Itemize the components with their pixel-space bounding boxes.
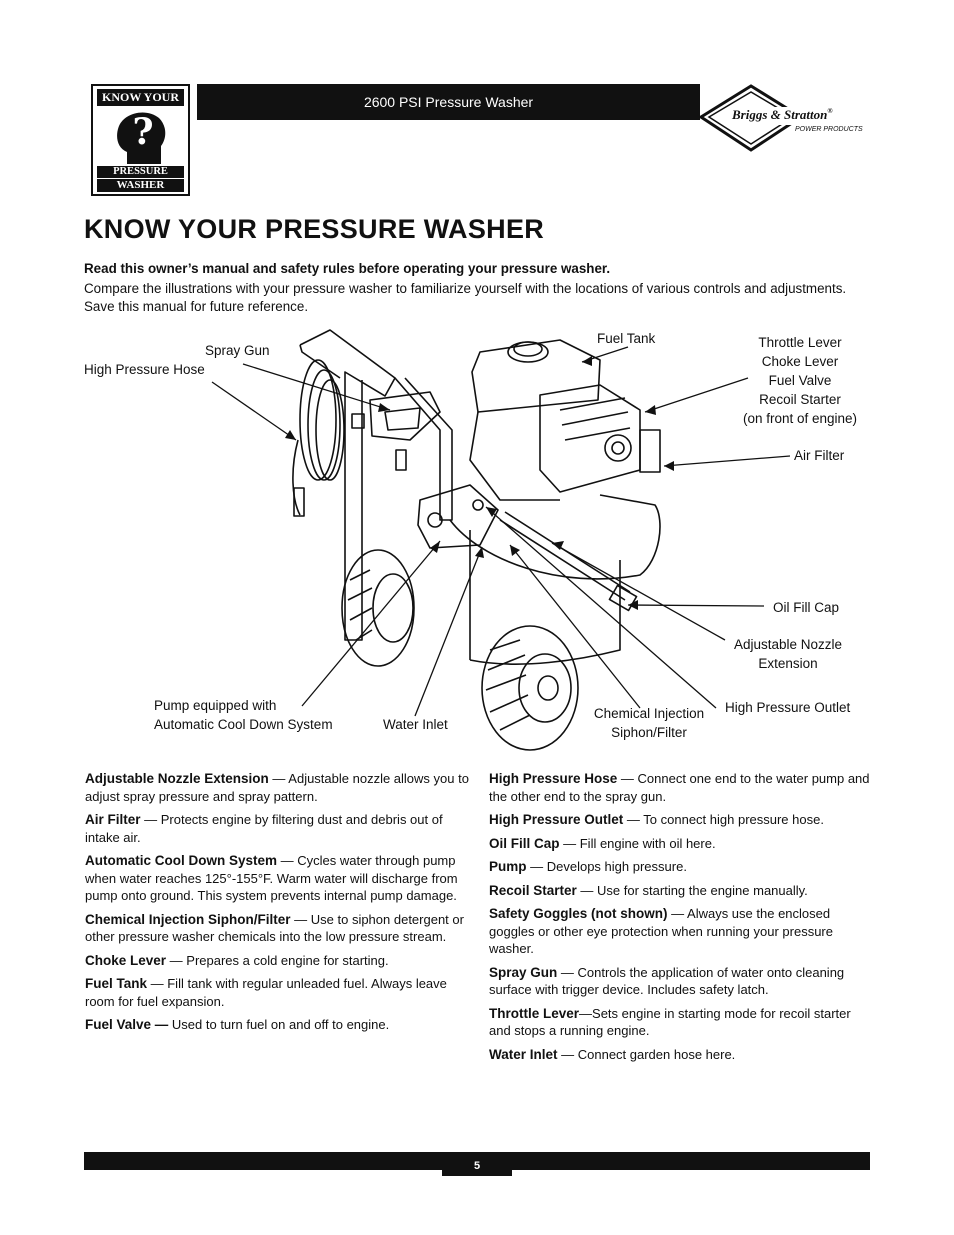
callout-adjustable-nozzle [718,635,858,673]
glossary-entry: Pump — Develops high pressure. [489,859,687,874]
callout-pump [154,696,333,734]
callout-pump-line2: Automatic Cool Down System [154,717,333,732]
callout-high-pressure-hose: High Pressure Hose [84,362,205,377]
header-bar [197,84,700,120]
callout-choke-lever: Choke Lever [761,354,839,369]
glossary-left-column [85,770,473,1040]
callout-chem-line2: Siphon/Filter [611,725,687,740]
logo-line1: KNOW YOUR [97,89,184,106]
callout-fuel-valve: Fuel Valve [768,373,832,388]
head-silhouette-icon [113,108,169,166]
glossary-entry: Oil Fill Cap — Fill engine with oil here. [489,835,716,851]
registered-mark: ® [827,107,833,115]
callout-air-filter: Air Filter [794,448,845,463]
brand-name: Briggs & Stratton [732,107,828,122]
header-title: 2600 PSI Pressure Washer [363,94,534,110]
pressure-washer-diagram [0,320,954,760]
glossary-right-column [489,770,873,1069]
leader-lines [212,347,790,716]
callout-adj-nozzle-line2: Extension [758,656,818,671]
intro-text: Compare the illustrations with your pressure washer to familiarize yourself with the locations of various controls and adjustments. Save this manual for future reference. [84,281,847,314]
glossary-entry: Safety Goggles (not shown) — Always use the enclosed goggles or other eye protection when running your pressure washer. [489,906,833,956]
callout-adj-nozzle-line1: Adjustable Nozzle [733,637,843,652]
callout-chem-line1: Chemical Injection [593,706,705,721]
know-your-pressure-washer-logo [91,84,190,196]
intro-warning: Read this owner’s manual and safety rules before operating your pressure washer. [84,261,611,276]
glossary-entry: Recoil Starter — Use for starting the engine manually. [489,882,808,898]
callout-throttle-lever: Throttle Lever [758,335,842,350]
glossary-entry: Air Filter — Protects engine by filtering dust and debris out of intake air. [85,812,443,845]
glossary-entry: Fuel Valve — Used to turn fuel on and off to engine. [85,1017,390,1032]
question-mark: ? [132,111,154,153]
glossary-entry: Throttle Lever—Sets engine in starting mode for recoil starter and stops a running engine. [489,1005,851,1038]
glossary-entry: Fuel Tank — Fill tank with regular unleaded fuel. Always leave room for fuel expansion. [85,976,447,1009]
callout-front-of-engine: (on front of engine) [742,411,858,426]
callout-engine-controls [730,333,870,428]
callout-fuel-tank: Fuel Tank [597,331,656,346]
callout-high-pressure-outlet: High Pressure Outlet [725,700,851,715]
logo-line3: WASHER [97,179,184,192]
glossary-entry: Spray Gun — Controls the application of water onto cleaning surface with trigger device. Includes safety latch. [489,964,845,997]
logo-line2: PRESSURE [97,166,184,178]
callout-recoil-starter: Recoil Starter [759,392,841,407]
briggs-stratton-logo [699,84,869,154]
callout-oil-fill-cap: Oil Fill Cap [773,600,840,615]
callout-spray-gun: Spray Gun [205,343,270,358]
glossary-entry: Chemical Injection Siphon/Filter — Use to siphon detergent or other pressure washer chemicals into the low pressure stream. [85,911,464,944]
glossary-entry: Choke Lever — Prepares a cold engine for starting. [85,952,389,968]
callout-pump-line1: Pump equipped with [154,698,277,713]
callout-water-inlet: Water Inlet [383,717,448,732]
glossary-entry: Adjustable Nozzle Extension — Adjustable nozzle allows you to adjust spray pressure and spray pattern. [85,771,469,804]
glossary-entry: High Pressure Outlet — To connect high pressure hose. [489,812,824,827]
callout-chemical-injection [584,704,714,742]
glossary-entry: Water Inlet — Connect garden hose here. [489,1046,736,1062]
brand-subtitle: POWER PRODUCTS [795,126,863,133]
glossary-entry: High Pressure Hose — Connect one end to the water pump and the other end to the spray gun. [489,771,870,804]
page-title: KNOW YOUR PRESSURE WASHER [84,214,545,244]
page-number: 5 [442,1152,512,1176]
glossary-entry: Automatic Cool Down System — Cycles water through pump when water reaches 125°-155°F. Warm water will discharge from pump onto ground. This system prevents internal pump damage. [85,853,458,903]
